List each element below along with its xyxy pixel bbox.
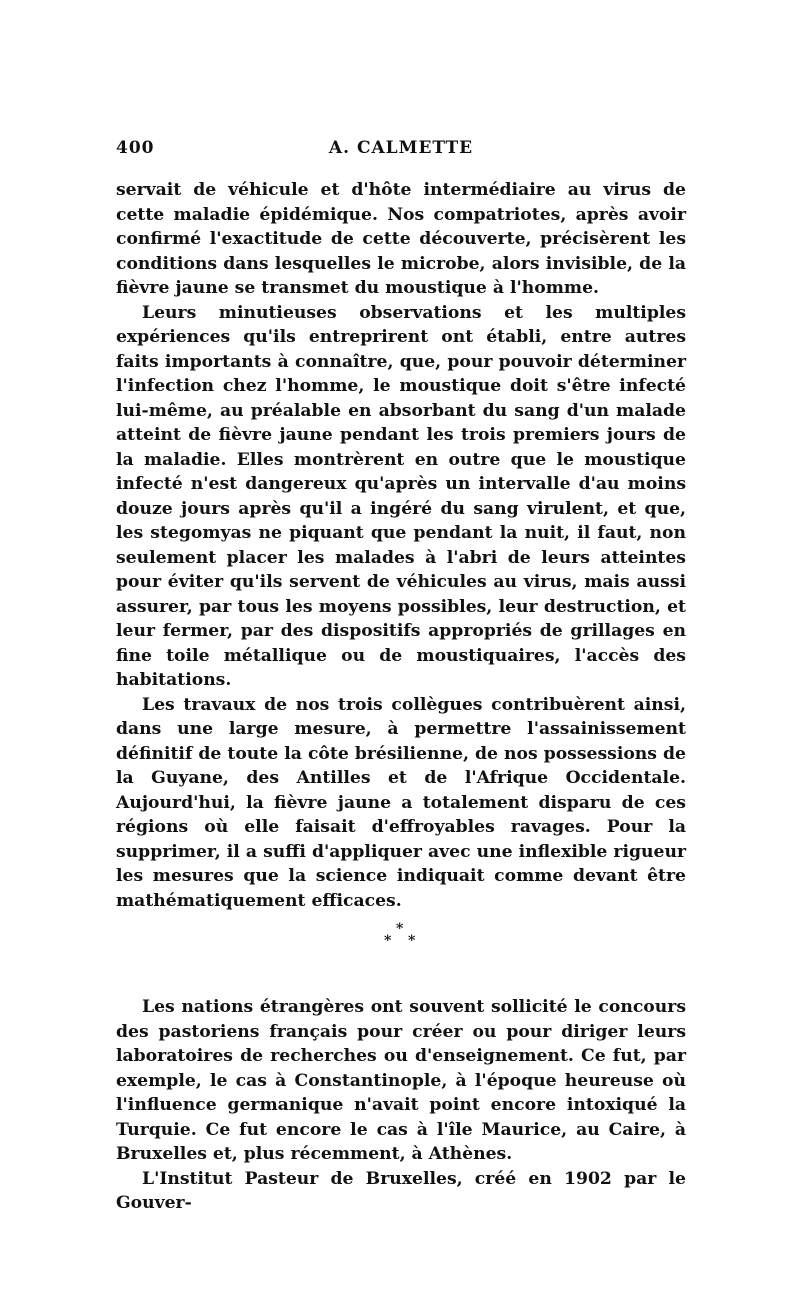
asterism-star: * xyxy=(396,921,404,937)
body-paragraph: L'Institut Pasteur de Bruxelles, créé en 1902 par le Gouver- xyxy=(116,1168,686,1213)
author-heading: A. CALMETTE xyxy=(328,138,474,158)
body-paragraph: servait de véhicule et d'hôte intermédiaire au virus de cette maladie épidémique. Nos compatriotes, après avoir confirmé l'exactitude de cette découverte, précisèrent les conditions dans lesquelles le microbe, alors invisible, de la fièvre jaune se transmet du moustique à l'homme. xyxy=(116,180,686,298)
asterism-star: * xyxy=(384,933,392,949)
page-number: 400 xyxy=(116,138,155,158)
section-break-asterism xyxy=(116,921,686,949)
body-paragraph: Leurs minutieuses observations et les multiples expériences qu'ils entreprirent ont établi, entre autres faits importants à connaître, que, pour pouvoir déterminer l'infection chez l'homme, le moustique doit s'être infecté lui-même, au préalable en absorbant du sang d'un malade atteint de fièvre jaune pendant les trois premiers jours de la maladie. Elles montrèrent en outre que le moustique infecté n'est dangereux qu'après un intervalle d'au moins douze jours après qu'il a ingéré du sang virulent, et que, les stegomyas ne piquant que pendant la nuit, il faut, non seulement placer les malades à l'abri de leurs atteintes pour éviter qu'ils servent de véhicules au virus, mais aussi assurer, par tous les moyens possibles, leur destruction, et leur fermer, par des dispositifs appropriés de grillages en fine toile métallique ou de moustiquaires, l'accès des habitations. xyxy=(116,302,686,690)
asterism-star: * xyxy=(408,933,416,949)
body-paragraph: Les nations étrangères ont souvent sollicité le concours des pastoriens français pour créer ou pour diriger leurs laboratoires de recherches ou d'enseignement. Ce fut, par exemple, le cas à Constantinople, à l'époque heureuse où l'influence germanique n'avait point encore intoxiqué la Turquie. Ce fut encore le cas à l'île Maurice, au Caire, à Bruxelles et, plus récemment, à Athènes. xyxy=(116,997,686,1164)
document-page xyxy=(116,138,686,1216)
running-head xyxy=(116,138,686,162)
body-paragraph: Les travaux de nos trois collègues contribuèrent ainsi, dans une large mesure, à permettre l'assainissement définitif de toute la côte brésilienne, de nos possessions de la Guyane, des Antilles et de l'Afrique Occidentale. Aujourd'hui, la fièvre jaune a totalement disparu de ces régions où elle faisait d'effroyables ravages. Pour la supprimer, il a suffi d'appliquer avec une inflexible rigueur les mesures que la science indiquait comme devant être mathématiquement efficaces. xyxy=(116,694,686,911)
